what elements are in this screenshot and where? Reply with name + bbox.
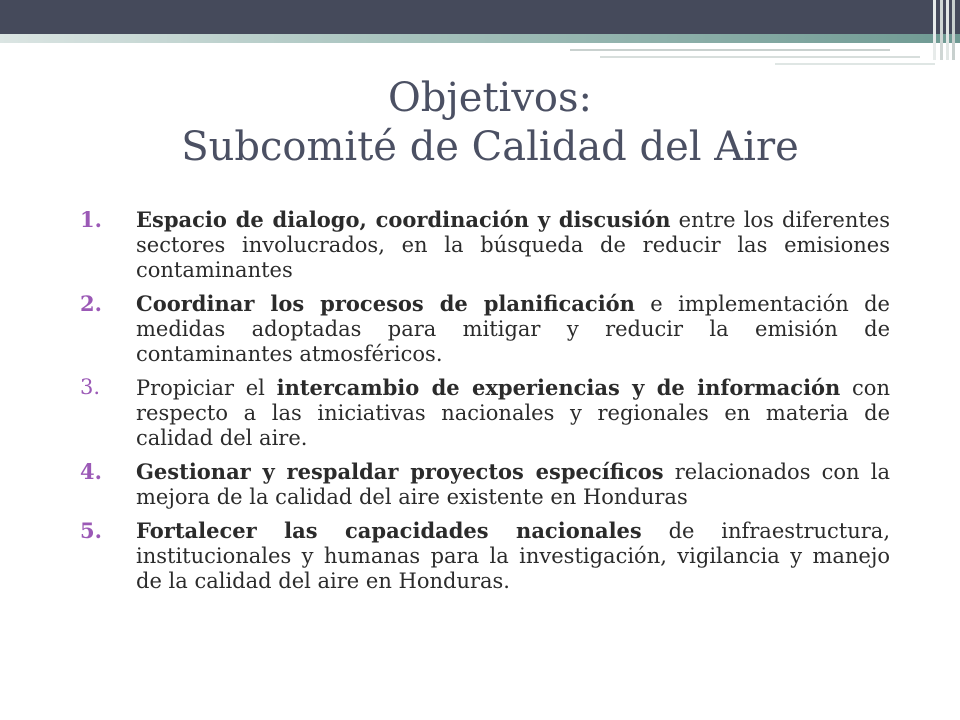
item-bold-text: Espacio de dialogo, coordinación y discusión — [136, 207, 671, 232]
item-number: 4. — [80, 459, 102, 484]
item-text — [136, 375, 890, 451]
title-line-2: Subcomité de Calidad del Aire — [181, 124, 799, 170]
stripe — [933, 0, 936, 60]
list-item — [0, 375, 890, 451]
decorative-line — [600, 56, 920, 58]
item-bold-text: Coordinar los procesos de planificación — [136, 291, 635, 316]
item-rest-text: de infraestructura, institucionales y humanas para la investigación, vigilancia y manejo de la calidad del aire en Honduras. — [136, 519, 890, 593]
item-text — [136, 291, 890, 367]
item-text — [136, 207, 890, 283]
item-rest-text: e implementación de medidas adoptadas para mitigar y reducir la emisión de contaminantes atmosféricos. — [136, 292, 890, 366]
list-item — [0, 459, 890, 510]
item-text — [136, 518, 890, 594]
stripe — [946, 0, 949, 60]
stripe — [940, 0, 943, 60]
header-accent-band — [0, 34, 960, 43]
list-item — [0, 291, 890, 367]
decorative-line — [775, 63, 935, 65]
item-rest-text: entre los diferentes sectores involucrados, en la búsqueda de reducir las emisiones contaminantes — [136, 208, 891, 282]
slide-title — [80, 74, 900, 172]
objectives-list — [0, 207, 960, 602]
header-bar — [0, 0, 960, 34]
item-number: 3. — [80, 375, 101, 399]
item-text — [136, 459, 890, 510]
item-bold-text: Gestionar y respaldar proyectos específicos — [136, 459, 664, 484]
item-pre-text: Propiciar el — [136, 376, 277, 400]
item-bold-text: Fortalecer las capacidades nacionales — [136, 518, 642, 543]
list-item — [0, 207, 890, 283]
item-rest-text: relacionados con la mejora de la calidad del aire existente en Honduras — [136, 460, 890, 509]
corner-stripes — [930, 0, 960, 60]
item-number: 2. — [80, 291, 102, 316]
stripe — [952, 0, 955, 60]
title-line-1: Objetivos: — [387, 75, 593, 121]
item-bold-text: intercambio de experiencias y de información — [276, 375, 841, 400]
item-number: 1. — [80, 207, 102, 232]
item-rest-text: con respecto a las iniciativas nacionales y regionales en materia de calidad del aire. — [136, 376, 890, 450]
list-item — [0, 518, 890, 594]
item-number: 5. — [80, 518, 102, 543]
decorative-line — [570, 49, 890, 51]
